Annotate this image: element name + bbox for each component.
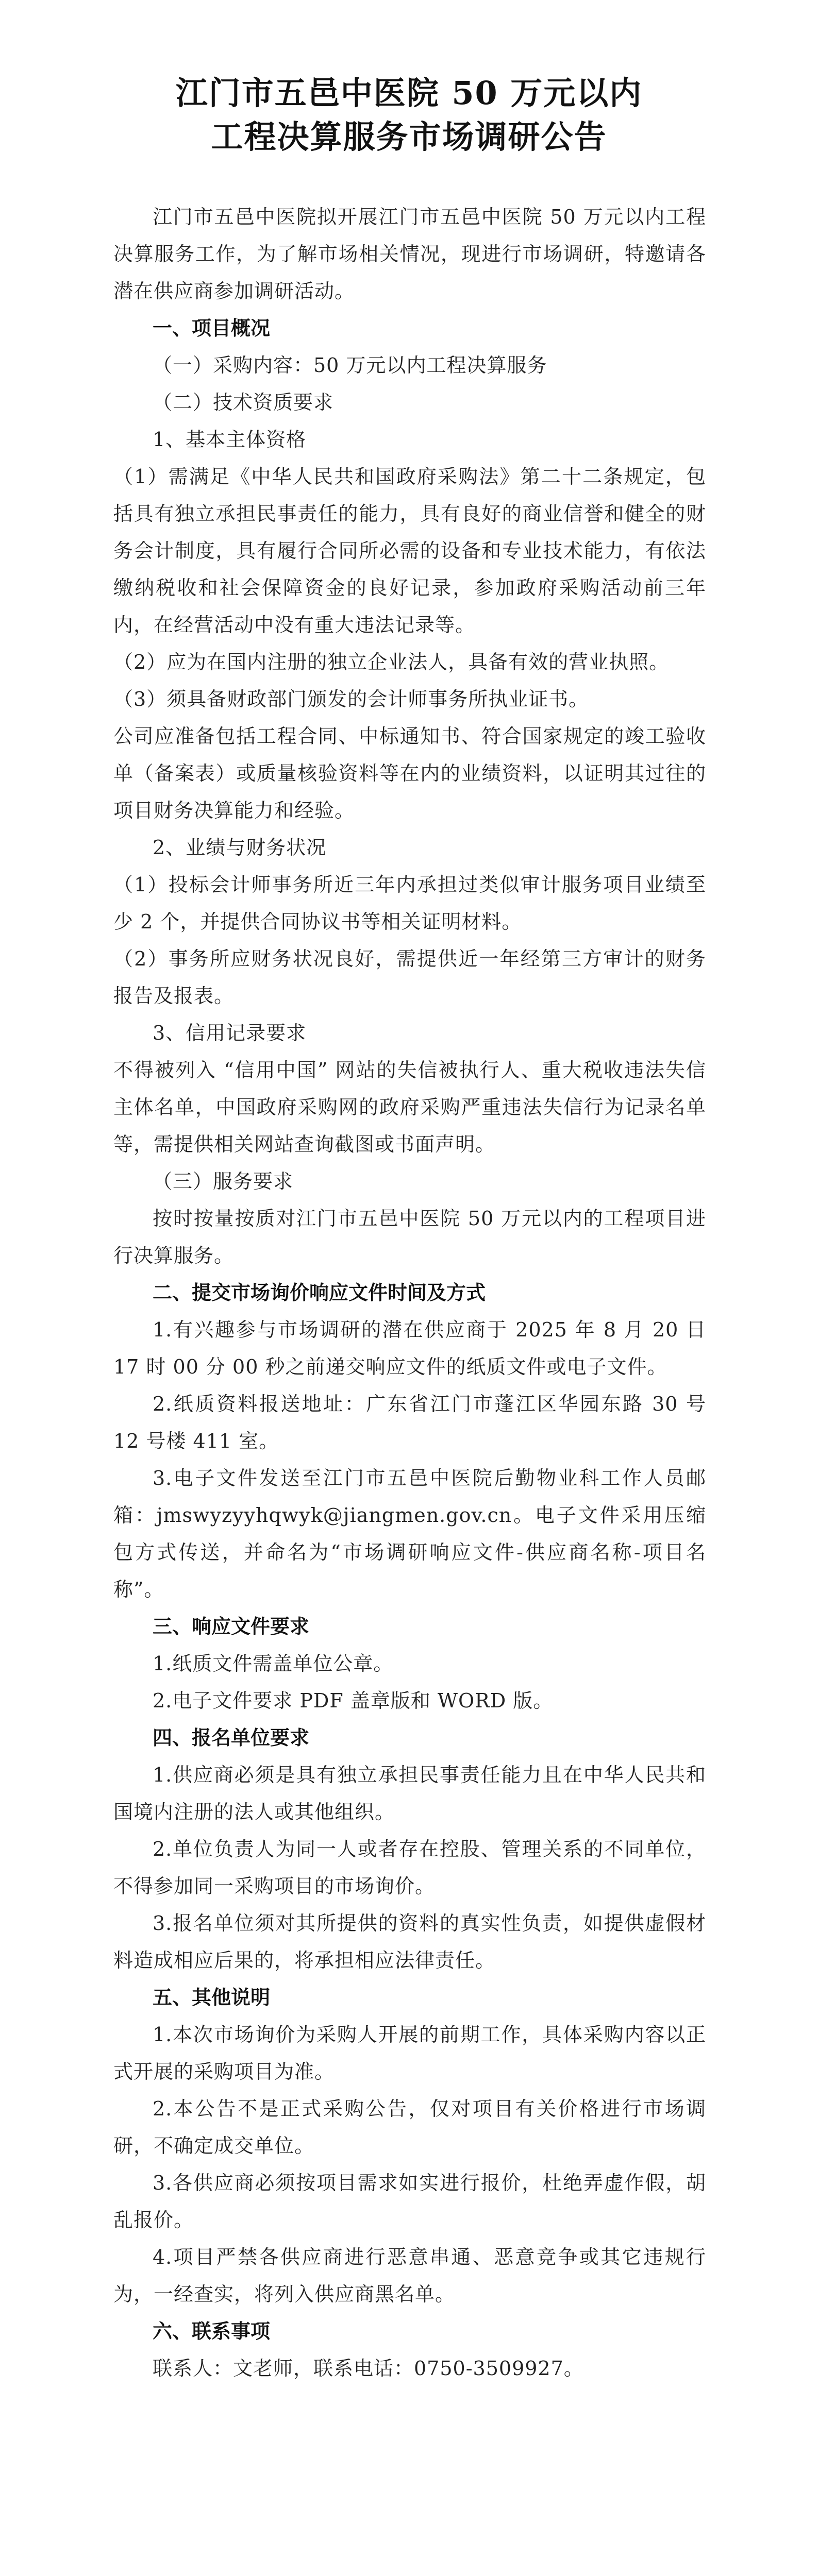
section-5-heading: 五、其他说明 — [153, 1986, 271, 2009]
section-6-heading: 六、联系事项 — [153, 2320, 271, 2343]
qualification-item-1: （1）需满足《中华人民共和国政府采购法》第二十二条规定，包括具有独立承担民事责任的能力，具有良好的商业信誉和健全的财务会计制度，具有履行合同所必需的设备和专业技术能力，有依法缴纳税收和社会保障资金的良好记录，参加政府采购活动前三年内，在经营活动中没有重大违法记录等。 — [113, 465, 706, 636]
qualification-item-4: 公司应准备包括工程合同、中标通知书、符合国家规定的竣工验收单（备案表）或质量核验资料等在内的业绩资料，以证明其过往的项目财务决算能力和经验。 — [113, 725, 706, 822]
other-note-4: 4.项目严禁各供应商进行恶意串通、恶意竞争或其它违规行为，一经查实，将列入供应商黑名单。 — [113, 2246, 706, 2306]
procurement-content: （一）采购内容：50 万元以内工程决算服务 — [153, 354, 547, 377]
applicant-requirement-3: 3.报名单位须对其所提供的资料的真实性负责，如提供虚假材料造成相应后果的，将承担相应法律责任。 — [113, 1912, 706, 1972]
title-line-2: 工程决算服务市场调研公告 — [211, 118, 607, 156]
qualification-item-2: （2）应为在国内注册的独立企业法人，具备有效的营业执照。 — [113, 651, 670, 673]
basic-qualification-title: 1、基本主体资格 — [153, 428, 307, 451]
other-note-2: 2.本公告不是正式采购公告，仅对项目有关价格进行市场调研，不确定成交单位。 — [113, 2097, 706, 2157]
submission-address: 2.纸质资料报送地址：广东省江门市蓬江区华园东路 30 号 12 号楼 411 室。 — [113, 1393, 706, 1452]
section-4-heading: 四、报名单位要求 — [153, 1726, 310, 1749]
doc-requirement-1: 1.纸质文件需盖单位公章。 — [153, 1652, 394, 1675]
submission-deadline: 1.有兴趣参与市场调研的潜在供应商于 2025 年 8 月 20 日 17 时 00 分 00 秒之前递交响应文件的纸质文件或电子文件。 — [113, 1318, 706, 1378]
credit-record-title: 3、信用记录要求 — [153, 1022, 307, 1044]
performance-finance-title: 2、业绩与财务状况 — [153, 836, 327, 859]
section-3-heading: 三、响应文件要求 — [153, 1615, 310, 1638]
submission-email: 3.电子文件发送至江门市五邑中医院后勤物业科工作人员邮箱：jmswyzyyhqwyk@jiangmen.gov.cn。电子文件采用压缩包方式传送，并命名为“市场调研响应文件-供应商名称-项目名称”。 — [113, 1467, 706, 1601]
title-line-1: 江门市五邑中医院 50 万元以内 — [175, 74, 643, 112]
other-note-3: 3.各供应商必须按项目需求如实进行报价，杜绝弄虚作假，胡乱报价。 — [113, 2172, 706, 2231]
section-1-heading: 一、项目概况 — [153, 317, 271, 340]
applicant-requirement-2: 2.单位负责人为同一人或者存在控股、管理关系的不同单位，不得参加同一采购项目的市场询价。 — [113, 1838, 706, 1897]
service-requirement-text: 按时按量按质对江门市五邑中医院 50 万元以内的工程项目进行决算服务。 — [113, 1207, 706, 1267]
intro-paragraph: 江门市五邑中医院拟开展江门市五邑中医院 50 万元以内工程决算服务工作，为了解市场相关情况，现进行市场调研，特邀请各潜在供应商参加调研活动。 — [113, 206, 706, 302]
credit-record-text: 不得被列入 “信用中国” 网站的失信被执行人、重大税收违法失信主体名单，中国政府采购网的政府采购严重违法失信行为记录名单等，需提供相关网站查询截图或书面声明。 — [113, 1059, 706, 1156]
service-requirement-title: （三）服务要求 — [153, 1170, 294, 1193]
applicant-requirement-1: 1.供应商必须是具有独立承担民事责任能力且在中华人民共和国境内注册的法人或其他组织。 — [113, 1764, 706, 1823]
announcement-body — [113, 198, 706, 2387]
section-2-heading: 二、提交市场询价响应文件时间及方式 — [153, 1281, 486, 1304]
contact-info: 联系人：文老师，联系电话：0750-3509927。 — [153, 2357, 584, 2380]
performance-item-1: （1）投标会计师事务所近三年内承担过类似审计服务项目业绩至少 2 个，并提供合同协议书等相关证明材料。 — [113, 873, 706, 933]
qualification-item-3: （3）须具备财政部门颁发的会计师事务所执业证书。 — [113, 688, 589, 710]
tech-qualification-title: （二）技术资质要求 — [153, 391, 334, 414]
performance-item-2: （2）事务所应财务状况良好，需提供近一年经第三方审计的财务报告及报表。 — [113, 947, 706, 1007]
other-note-1: 1.本次市场询价为采购人开展的前期工作，具体采购内容以正式开展的采购项目为准。 — [113, 2023, 706, 2083]
doc-requirement-2: 2.电子文件要求 PDF 盖章版和 WORD 版。 — [153, 1689, 554, 1712]
